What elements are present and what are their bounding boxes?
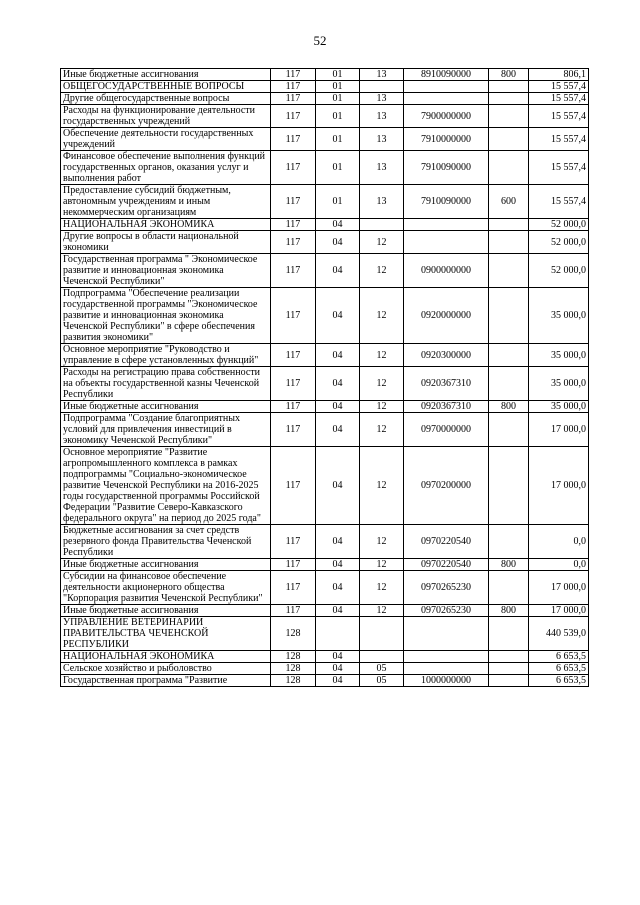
table-row: [61, 571, 589, 605]
target-article-code: 0920000000: [404, 288, 489, 344]
table-row: [61, 663, 589, 675]
amount: 0,0: [529, 559, 589, 571]
target-article-code: 0920367310: [404, 401, 489, 413]
ministry-code: 117: [271, 254, 316, 288]
table-row: [61, 413, 589, 447]
expense-type-code: 600: [489, 185, 529, 219]
row-name: УПРАВЛЕНИЕ ВЕТЕРИНАРИИ ПРАВИТЕЛЬСТВА ЧЕЧЕНСКОЙ РЕСПУБЛИКИ: [61, 617, 271, 651]
section-code: [316, 617, 360, 651]
target-article-code: 7910000000: [404, 128, 489, 151]
subsection-code: 13: [360, 93, 404, 105]
ministry-code: 117: [271, 344, 316, 367]
section-code: 04: [316, 288, 360, 344]
expense-type-code: [489, 651, 529, 663]
ministry-code: 117: [271, 525, 316, 559]
amount: 17 000,0: [529, 413, 589, 447]
section-code: 04: [316, 675, 360, 687]
ministry-code: 117: [271, 93, 316, 105]
expense-type-code: [489, 344, 529, 367]
target-article-code: 1000000000: [404, 675, 489, 687]
target-article-code: 0970220540: [404, 525, 489, 559]
amount: 440 539,0: [529, 617, 589, 651]
table-row: [61, 105, 589, 128]
target-article-code: [404, 81, 489, 93]
ministry-code: 117: [271, 69, 316, 81]
row-name: Государственная программа "Развитие: [61, 675, 271, 687]
table-row: [61, 69, 589, 81]
table-row: [61, 93, 589, 105]
row-name: Иные бюджетные ассигнования: [61, 401, 271, 413]
row-name: Другие вопросы в области национальной экономики: [61, 231, 271, 254]
subsection-code: 12: [360, 605, 404, 617]
section-code: 01: [316, 185, 360, 219]
section-code: 04: [316, 651, 360, 663]
expense-type-code: 800: [489, 605, 529, 617]
target-article-code: 0970220540: [404, 559, 489, 571]
ministry-code: 117: [271, 559, 316, 571]
subsection-code: 12: [360, 254, 404, 288]
subsection-code: 12: [360, 231, 404, 254]
ministry-code: 117: [271, 81, 316, 93]
subsection-code: 13: [360, 128, 404, 151]
section-code: 04: [316, 525, 360, 559]
target-article-code: [404, 651, 489, 663]
row-name: Бюджетные ассигнования за счет средств резервного фонда Правительства Чеченской Республики: [61, 525, 271, 559]
amount: 15 557,4: [529, 93, 589, 105]
expense-type-code: [489, 105, 529, 128]
amount: 17 000,0: [529, 447, 589, 525]
subsection-code: 12: [360, 413, 404, 447]
subsection-code: 12: [360, 525, 404, 559]
table-row: [61, 675, 589, 687]
ministry-code: 128: [271, 663, 316, 675]
section-code: 04: [316, 254, 360, 288]
table-row: [61, 288, 589, 344]
target-article-code: [404, 93, 489, 105]
table-row: [61, 128, 589, 151]
row-name: Основное мероприятие "Развитие агропромышленного комплекса в рамках подпрограммы "Социально-экономическое развитие Чеченской Республики на 2016-2025 годы государственной программы Российской Федерации "Развитие Северо-Кавказского федерального округа" на период до 2025 года": [61, 447, 271, 525]
amount: 17 000,0: [529, 571, 589, 605]
expense-type-code: [489, 128, 529, 151]
expense-type-code: [489, 413, 529, 447]
table-row: [61, 81, 589, 93]
ministry-code: 117: [271, 128, 316, 151]
subsection-code: 12: [360, 571, 404, 605]
ministry-code: 117: [271, 219, 316, 231]
ministry-code: 117: [271, 447, 316, 525]
target-article-code: [404, 231, 489, 254]
amount: 35 000,0: [529, 401, 589, 413]
target-article-code: 7910090000: [404, 185, 489, 219]
ministry-code: 117: [271, 571, 316, 605]
ministry-code: 117: [271, 151, 316, 185]
row-name: Государственная программа " Экономическое развитие и инновационная экономика Чеченской Республики": [61, 254, 271, 288]
expense-type-code: [489, 447, 529, 525]
expense-type-code: 800: [489, 401, 529, 413]
subsection-code: 12: [360, 344, 404, 367]
table-row: [61, 651, 589, 663]
section-code: 01: [316, 69, 360, 81]
table-row: [61, 254, 589, 288]
amount: 6 653,5: [529, 675, 589, 687]
target-article-code: 7900000000: [404, 105, 489, 128]
table-row: [61, 617, 589, 651]
section-code: 04: [316, 219, 360, 231]
row-name: Сельское хозяйство и рыболовство: [61, 663, 271, 675]
amount: 35 000,0: [529, 367, 589, 401]
target-article-code: 0900000000: [404, 254, 489, 288]
table-row: [61, 525, 589, 559]
expense-type-code: [489, 571, 529, 605]
ministry-code: 117: [271, 401, 316, 413]
section-code: 04: [316, 571, 360, 605]
expense-type-code: 800: [489, 69, 529, 81]
amount: 52 000,0: [529, 231, 589, 254]
amount: 6 653,5: [529, 663, 589, 675]
subsection-code: [360, 219, 404, 231]
ministry-code: 117: [271, 413, 316, 447]
expense-type-code: [489, 93, 529, 105]
row-name: НАЦИОНАЛЬНАЯ ЭКОНОМИКА: [61, 219, 271, 231]
row-name: НАЦИОНАЛЬНАЯ ЭКОНОМИКА: [61, 651, 271, 663]
subsection-code: 13: [360, 185, 404, 219]
page-number: 52: [313, 33, 327, 48]
subsection-code: [360, 81, 404, 93]
section-code: 01: [316, 105, 360, 128]
target-article-code: 0920367310: [404, 367, 489, 401]
ministry-code: 128: [271, 651, 316, 663]
target-article-code: 0970265230: [404, 571, 489, 605]
subsection-code: [360, 617, 404, 651]
subsection-code: [360, 651, 404, 663]
row-name: Основное мероприятие "Руководство и управление в сфере установленных функций": [61, 344, 271, 367]
target-article-code: 8910090000: [404, 69, 489, 81]
subsection-code: 05: [360, 675, 404, 687]
amount: 0,0: [529, 525, 589, 559]
ministry-code: 117: [271, 105, 316, 128]
ministry-code: 128: [271, 675, 316, 687]
row-name: Подпрограмма "Обеспечение реализации государственной программы "Экономическое развитие и инновационная экономика Чеченской Республики" в сфере обеспечения развития экономики": [61, 288, 271, 344]
expense-type-code: [489, 254, 529, 288]
target-article-code: 7910090000: [404, 151, 489, 185]
row-name: Расходы на функционирование деятельности государственных учреждений: [61, 105, 271, 128]
row-name: Финансовое обеспечение выполнения функций государственных органов, оказания услуг и выполнения работ: [61, 151, 271, 185]
amount: 15 557,4: [529, 81, 589, 93]
row-name: Подпрограмма "Создание благоприятных условий для привлечения инвестиций в экономику Чеченской Республики": [61, 413, 271, 447]
section-code: 01: [316, 128, 360, 151]
table-row: [61, 401, 589, 413]
subsection-code: 12: [360, 447, 404, 525]
budget-table: [60, 68, 589, 687]
subsection-code: 12: [360, 288, 404, 344]
target-article-code: [404, 617, 489, 651]
amount: 6 653,5: [529, 651, 589, 663]
subsection-code: 13: [360, 151, 404, 185]
expense-type-code: [489, 663, 529, 675]
section-code: 04: [316, 344, 360, 367]
amount: 15 557,4: [529, 105, 589, 128]
amount: 17 000,0: [529, 605, 589, 617]
target-article-code: [404, 219, 489, 231]
expense-type-code: [489, 525, 529, 559]
target-article-code: 0970200000: [404, 447, 489, 525]
table-row: [61, 185, 589, 219]
amount: 15 557,4: [529, 151, 589, 185]
table-row: [61, 219, 589, 231]
section-code: 01: [316, 81, 360, 93]
section-code: 01: [316, 151, 360, 185]
row-name: ОБЩЕГОСУДАРСТВЕННЫЕ ВОПРОСЫ: [61, 81, 271, 93]
section-code: 01: [316, 93, 360, 105]
table-row: [61, 151, 589, 185]
amount: 15 557,4: [529, 185, 589, 219]
expense-type-code: [489, 151, 529, 185]
expense-type-code: 800: [489, 559, 529, 571]
target-article-code: 0970000000: [404, 413, 489, 447]
table-row: [61, 447, 589, 525]
amount: 35 000,0: [529, 288, 589, 344]
section-code: 04: [316, 663, 360, 675]
amount: 52 000,0: [529, 254, 589, 288]
row-name: Иные бюджетные ассигнования: [61, 559, 271, 571]
table-row: [61, 367, 589, 401]
amount: 15 557,4: [529, 128, 589, 151]
amount: 35 000,0: [529, 344, 589, 367]
target-article-code: [404, 663, 489, 675]
expense-type-code: [489, 231, 529, 254]
expense-type-code: [489, 675, 529, 687]
table-row: [61, 605, 589, 617]
amount: 52 000,0: [529, 219, 589, 231]
amount: 806,1: [529, 69, 589, 81]
ministry-code: 117: [271, 367, 316, 401]
row-name: Обеспечение деятельности государственных учреждений: [61, 128, 271, 151]
ministry-code: 117: [271, 288, 316, 344]
table-row: [61, 344, 589, 367]
ministry-code: 117: [271, 185, 316, 219]
section-code: 04: [316, 413, 360, 447]
section-code: 04: [316, 559, 360, 571]
row-name: Предоставление субсидий бюджетным, автономным учреждениям и иным некоммерческим организациям: [61, 185, 271, 219]
ministry-code: 117: [271, 605, 316, 617]
section-code: 04: [316, 231, 360, 254]
table-row: [61, 559, 589, 571]
section-code: 04: [316, 447, 360, 525]
section-code: 04: [316, 401, 360, 413]
table-row: [61, 231, 589, 254]
subsection-code: 13: [360, 69, 404, 81]
section-code: 04: [316, 367, 360, 401]
row-name: Субсидии на финансовое обеспечение деятельности акционерного общества "Корпорация развития Чеченской Республики": [61, 571, 271, 605]
subsection-code: 13: [360, 105, 404, 128]
expense-type-code: [489, 81, 529, 93]
target-article-code: 0920300000: [404, 344, 489, 367]
ministry-code: 117: [271, 231, 316, 254]
expense-type-code: [489, 219, 529, 231]
row-name: Иные бюджетные ассигнования: [61, 69, 271, 81]
target-article-code: 0970265230: [404, 605, 489, 617]
row-name: Иные бюджетные ассигнования: [61, 605, 271, 617]
subsection-code: 12: [360, 401, 404, 413]
ministry-code: 128: [271, 617, 316, 651]
row-name: Расходы на регистрацию права собственности на объекты государственной казны Чеченской Республики: [61, 367, 271, 401]
expense-type-code: [489, 617, 529, 651]
expense-type-code: [489, 288, 529, 344]
subsection-code: 12: [360, 367, 404, 401]
row-name: Другие общегосударственные вопросы: [61, 93, 271, 105]
expense-type-code: [489, 367, 529, 401]
subsection-code: 12: [360, 559, 404, 571]
section-code: 04: [316, 605, 360, 617]
subsection-code: 05: [360, 663, 404, 675]
